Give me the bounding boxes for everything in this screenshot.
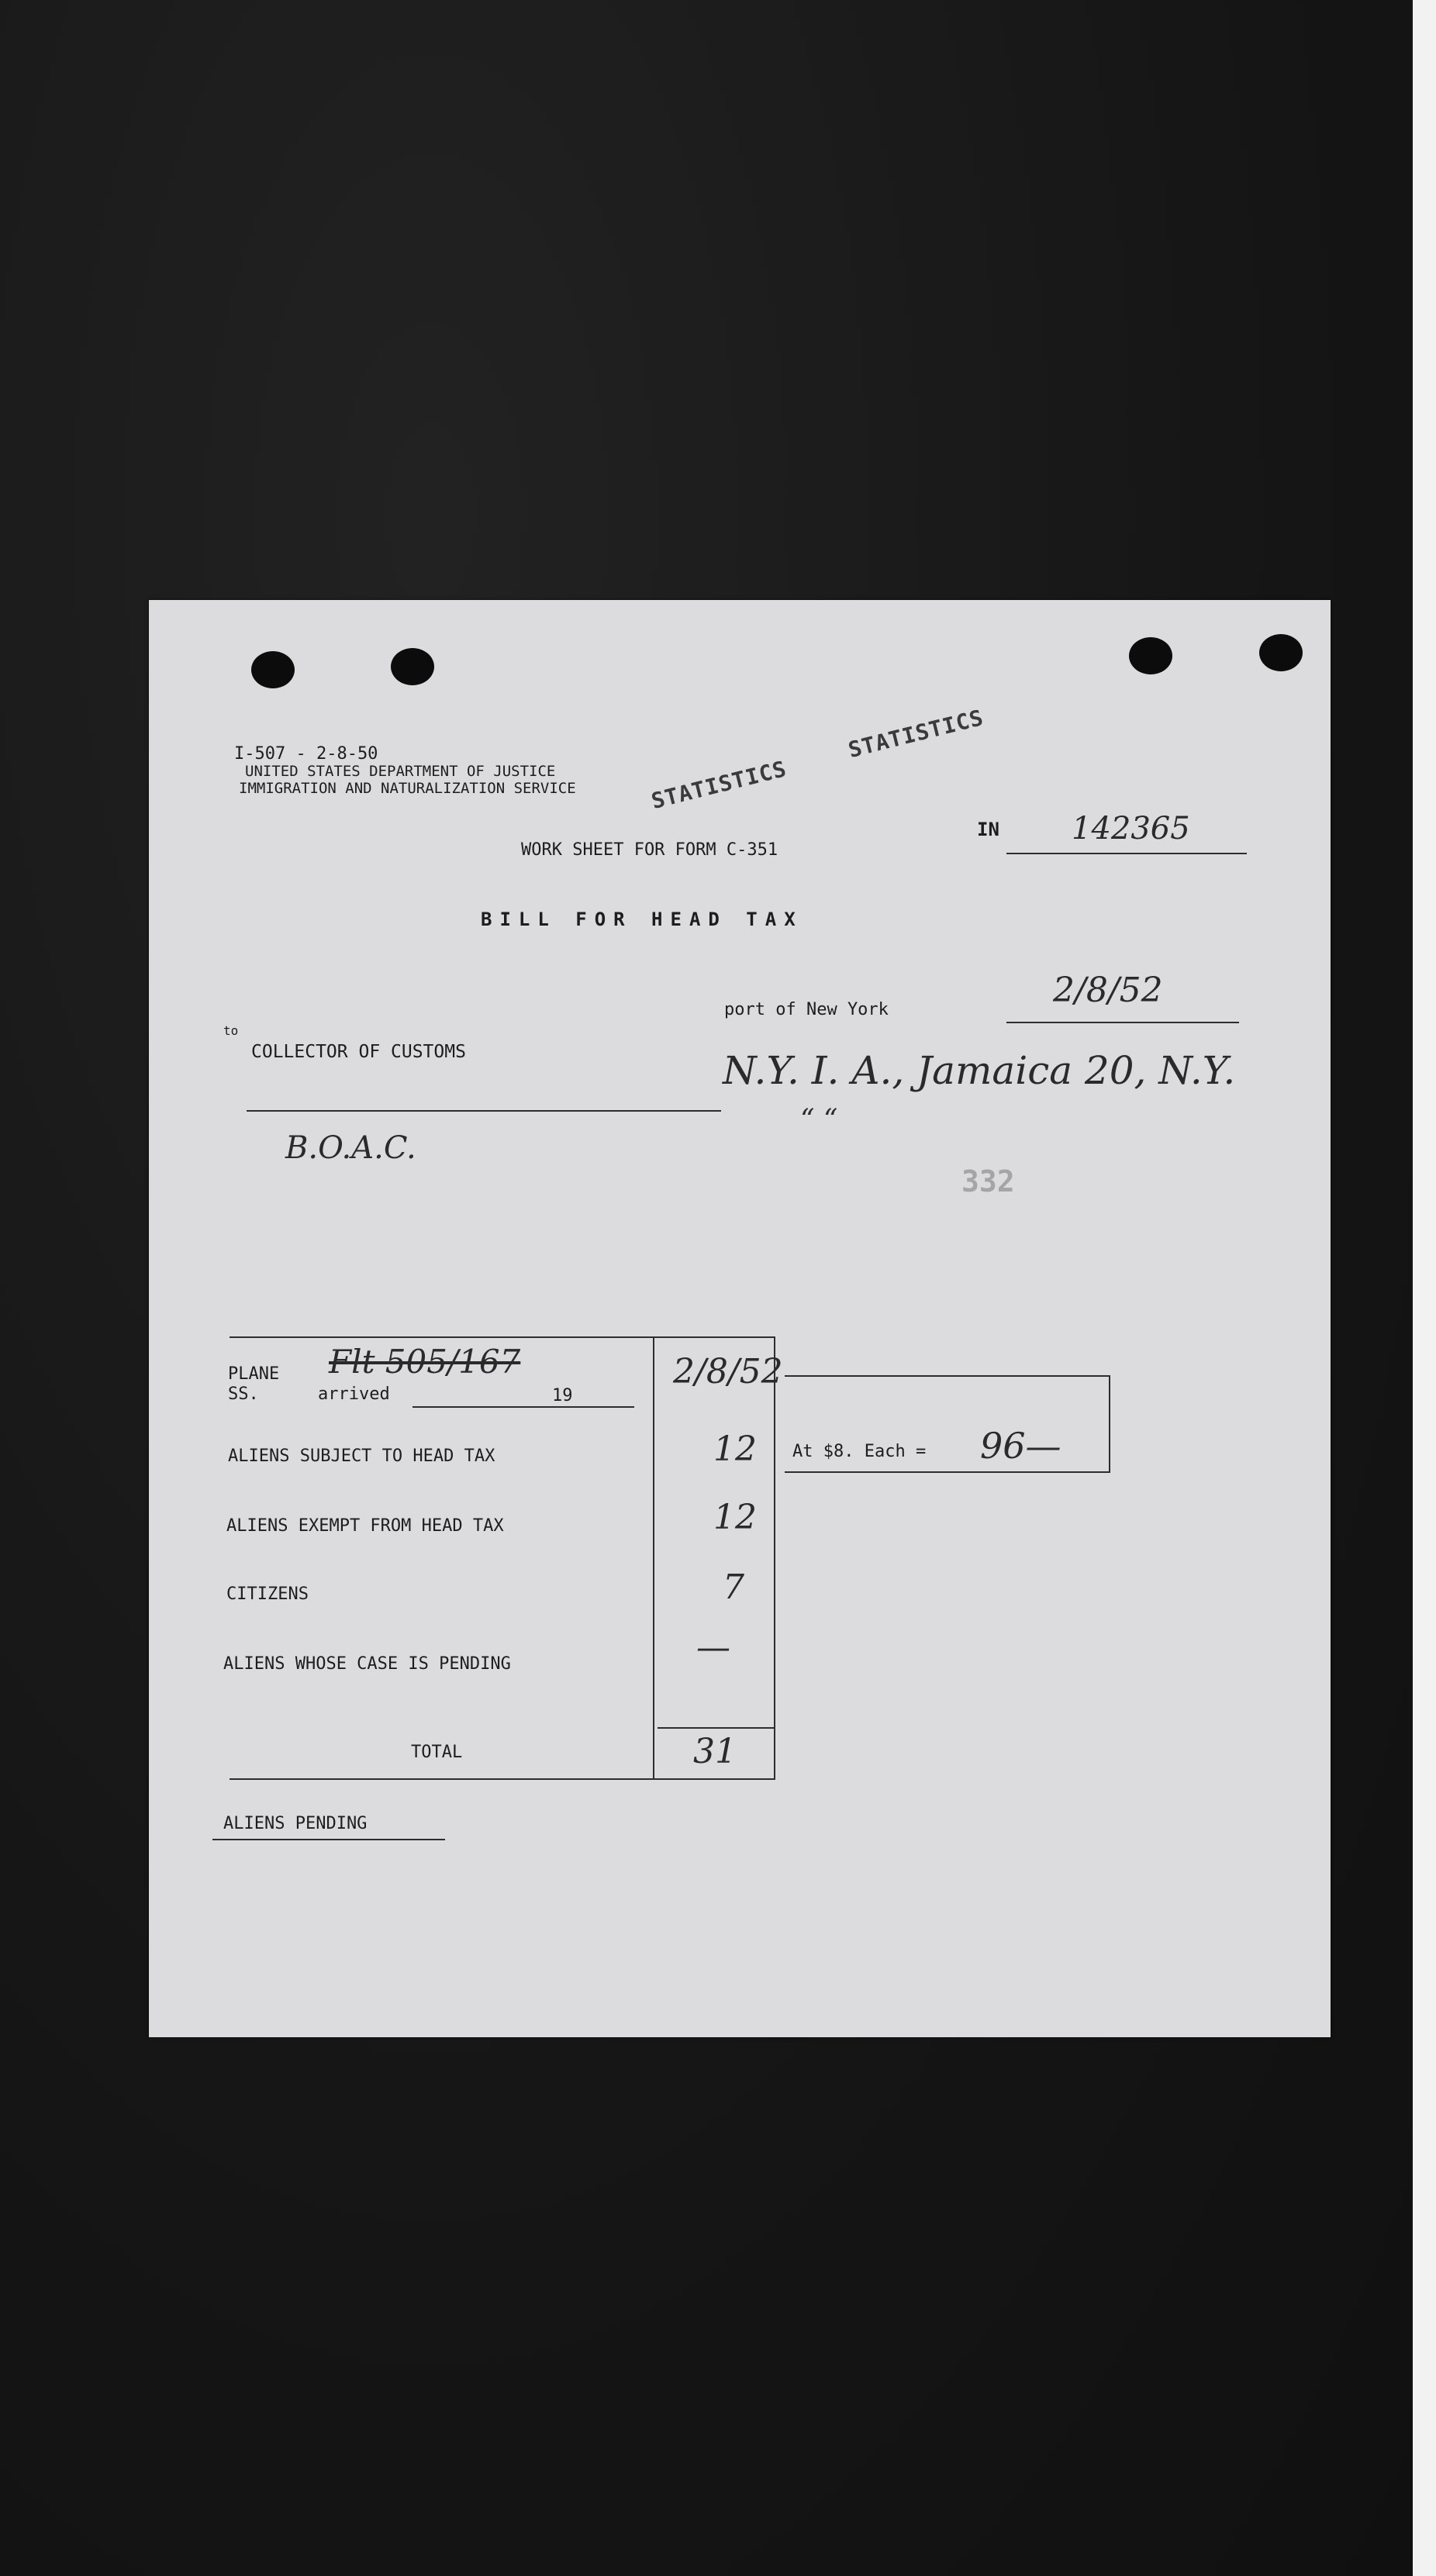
flight-number: Flt 505/167 bbox=[329, 1343, 521, 1381]
to-prefix: to bbox=[223, 1023, 239, 1038]
row-value-pending: — bbox=[696, 1628, 730, 1667]
in-number-line bbox=[1006, 853, 1247, 854]
plane-label: PLANE bbox=[228, 1364, 280, 1384]
arrival-date: 2/8/52 bbox=[673, 1352, 783, 1391]
row-value-exempt: 12 bbox=[713, 1498, 757, 1537]
rate-box-right bbox=[1109, 1375, 1110, 1473]
row-value-subject: 12 bbox=[713, 1429, 757, 1469]
table-bottom-border bbox=[230, 1778, 775, 1780]
table-column-divider bbox=[653, 1336, 654, 1780]
document-page bbox=[149, 600, 1331, 2037]
row-label-exempt: ALIENS EXEMPT FROM HEAD TAX bbox=[226, 1516, 504, 1536]
arrived-line bbox=[413, 1406, 634, 1408]
aliens-pending-line bbox=[212, 1839, 445, 1840]
film-edge bbox=[1413, 0, 1436, 2576]
rate-box-bottom bbox=[785, 1471, 1110, 1473]
bill-date: 2/8/52 bbox=[1053, 971, 1163, 1010]
rate-box-top bbox=[785, 1375, 1110, 1377]
year-prefix: 19 bbox=[552, 1386, 573, 1405]
row-value-citizens: 7 bbox=[723, 1567, 744, 1607]
agency-line-2: IMMIGRATION AND NATURALIZATION SERVICE bbox=[239, 780, 576, 797]
rate-amount: 96— bbox=[980, 1425, 1061, 1467]
work-sheet-title: WORK SHEET FOR FORM C-351 bbox=[521, 840, 778, 860]
row-label-pending: ALIENS WHOSE CASE IS PENDING bbox=[223, 1654, 511, 1674]
total-value: 31 bbox=[693, 1732, 737, 1771]
location: N.Y. I. A., Jamaica 20, N.Y. bbox=[723, 1048, 1236, 1093]
punch-hole bbox=[1259, 634, 1303, 671]
agency-line-1: UNITED STATES DEPARTMENT OF JUSTICE bbox=[245, 763, 556, 780]
collector-line bbox=[247, 1110, 721, 1112]
table-top-border bbox=[230, 1336, 775, 1338]
statistics-stamp: STATISTICS bbox=[648, 755, 789, 815]
date-line bbox=[1006, 1022, 1239, 1023]
form-reference: I-507 - 2-8-50 bbox=[234, 744, 378, 764]
total-label: TOTAL bbox=[411, 1743, 463, 1762]
in-label: IN bbox=[977, 819, 999, 840]
table-right-border bbox=[774, 1336, 775, 1780]
statistics-stamp: STATISTICS bbox=[845, 704, 986, 764]
ditto-marks: “ “ bbox=[800, 1104, 838, 1136]
total-separator bbox=[658, 1727, 774, 1729]
rate-label: At $8. Each = bbox=[792, 1442, 927, 1461]
punch-hole bbox=[251, 651, 295, 688]
punch-hole bbox=[1129, 637, 1172, 674]
port-label: port of New York bbox=[724, 1000, 889, 1019]
collector-label: COLLECTOR OF CUSTOMS bbox=[251, 1042, 466, 1062]
row-label-citizens: CITIZENS bbox=[226, 1585, 309, 1604]
carrier: B.O.A.C. bbox=[285, 1130, 416, 1166]
faint-number: 332 bbox=[961, 1164, 1015, 1198]
in-number: 142365 bbox=[1072, 811, 1190, 847]
bill-title: BILL FOR HEAD TAX bbox=[481, 909, 803, 930]
aliens-pending-label: ALIENS PENDING bbox=[223, 1814, 368, 1833]
arrived-label: arrived bbox=[318, 1385, 390, 1404]
punch-hole bbox=[391, 648, 434, 685]
ss-label: SS. bbox=[228, 1385, 259, 1404]
row-label-subject: ALIENS SUBJECT TO HEAD TAX bbox=[228, 1447, 495, 1466]
